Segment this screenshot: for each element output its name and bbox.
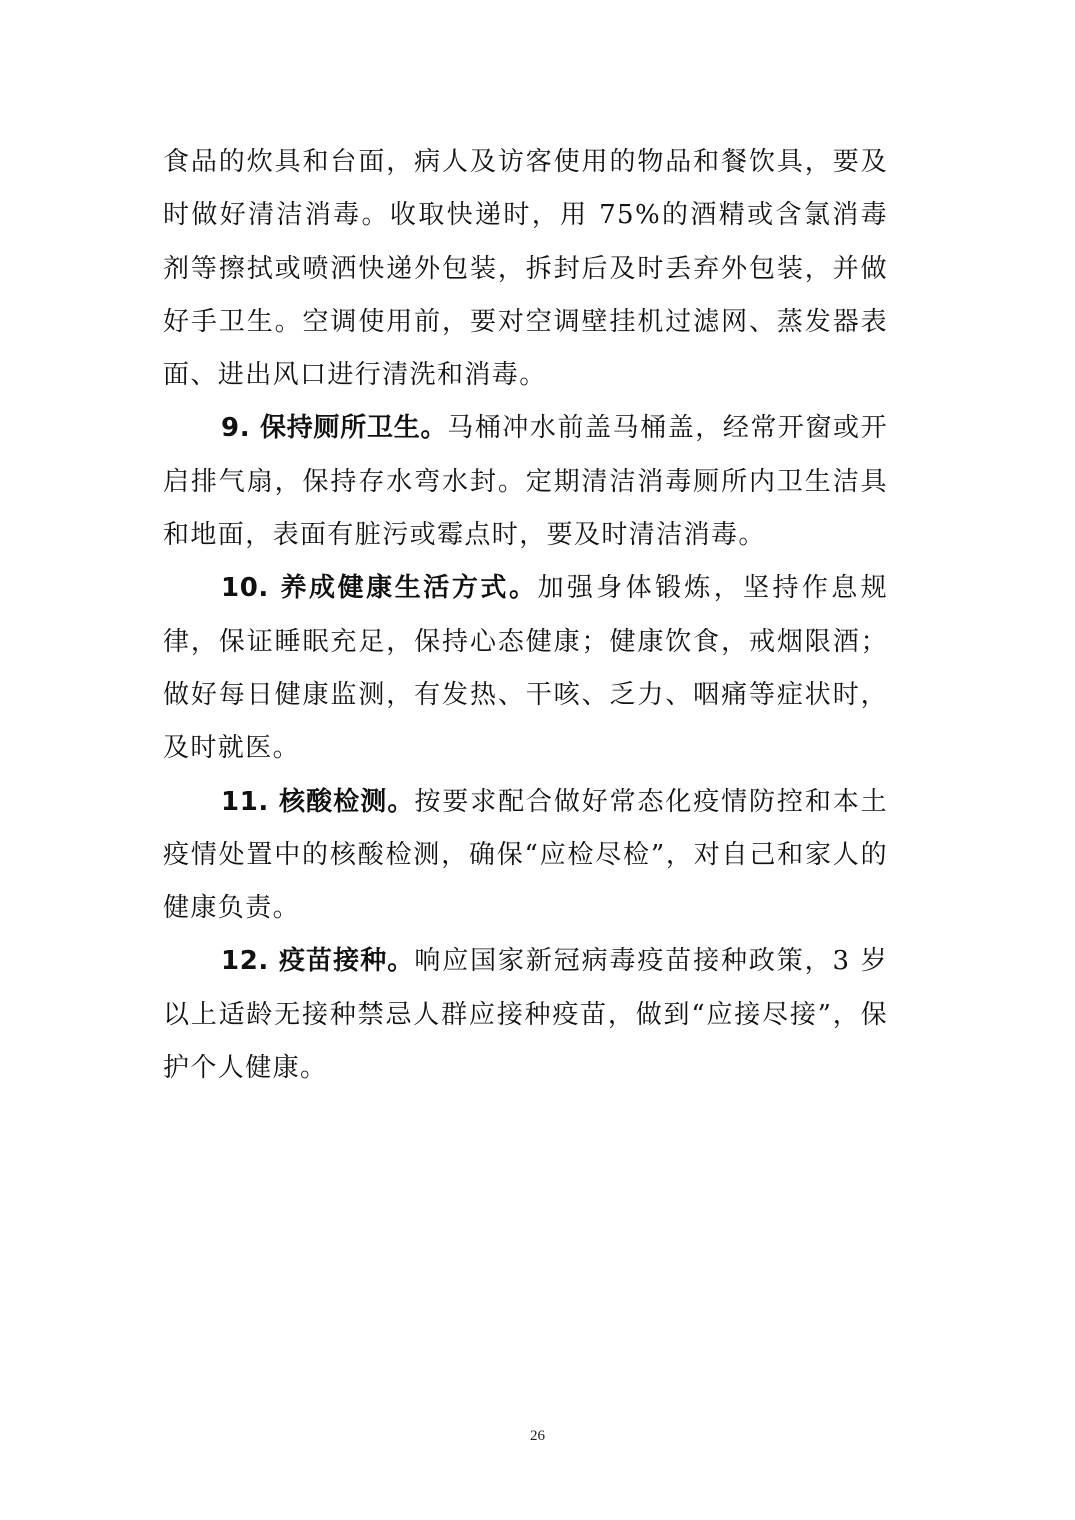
paragraph-heading: 9. 保持厕所卫生。 bbox=[221, 413, 448, 444]
paragraph-heading: 12. 疫苗接种。 bbox=[221, 946, 415, 977]
paragraph-heading: 11. 核酸检测。 bbox=[221, 786, 415, 817]
paragraph-text: 马桶冲水前盖马桶盖，经常开窗或开启排气扇，保持存水弯水封。定期清洁消毒厕所内卫生洁具和地面，表面有脏污或霉点时，要及时清洁消毒。 bbox=[163, 413, 888, 551]
paragraph-text: 按要求配合做好常态化疫情防控和本土疫情处置中的核酸检测，确保“应检尽检”，对自己和家人的健康负责。 bbox=[163, 786, 888, 924]
paragraph-text: 加强身体锻炼，坚持作息规律，保证睡眠充足，保持心态健康；健康饮食，戒烟限酒；做好每日健康监测，有发热、干咳、乏力、咽痛等症状时，及时就医。 bbox=[163, 573, 888, 764]
paragraph-healthy-lifestyle bbox=[163, 562, 888, 775]
document-body bbox=[163, 136, 888, 1095]
paragraph-heading: 10. 养成健康生活方式。 bbox=[221, 573, 538, 604]
paragraph-nucleic-acid-test bbox=[163, 776, 888, 936]
paragraph-text: 食品的炊具和台面，病人及访客使用的物品和餐饮具，要及时做好清洁消毒。收取快递时，用 75%的酒精或含氯消毒剂等擦拭或喷洒快递外包装，拆封后及时丢弃外包装，并做好手卫生。空调使用前，要对空调壁挂机过滤网、蒸发器表面、进出风口进行清洗和消毒。 bbox=[163, 147, 888, 391]
paragraph-continuation bbox=[163, 136, 888, 402]
paragraph-vaccination bbox=[163, 935, 888, 1095]
paragraph-toilet-hygiene bbox=[163, 402, 888, 562]
paragraph-text: 响应国家新冠病毒疫苗接种政策，3 岁以上适龄无接种禁忌人群应接种疫苗，做到“应接尽接”，保护个人健康。 bbox=[163, 946, 888, 1084]
page-number: 26 bbox=[530, 1428, 545, 1444]
